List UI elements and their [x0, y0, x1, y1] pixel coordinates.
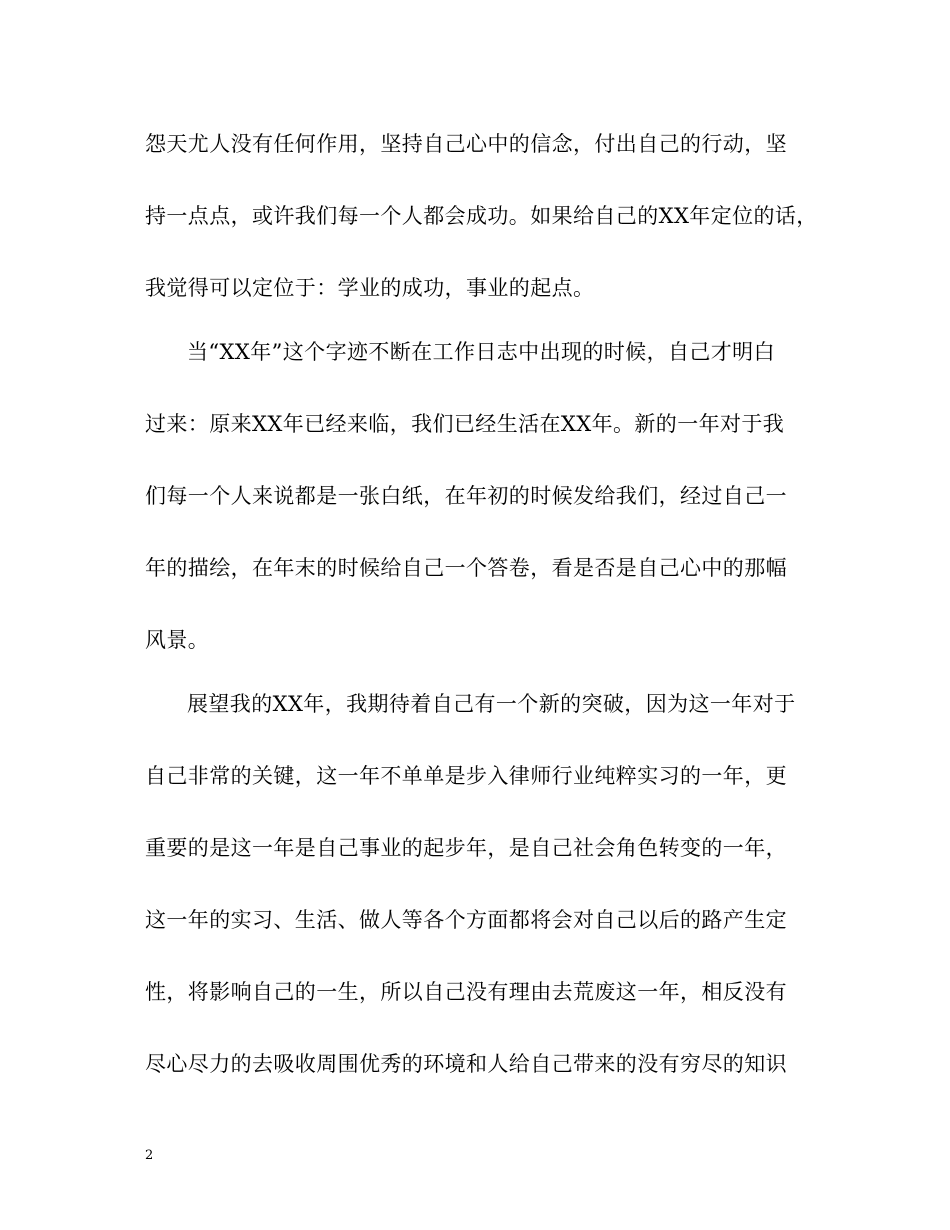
- text-line: 这一年的实习、生活、做人等各个方面都将会对自己以后的路产生定: [145, 908, 787, 932]
- paragraph-first-line: 当“XX年”这个字迹不断在工作日志中出现的时候，自己才明白: [187, 340, 775, 364]
- text-line: 年的描绘，在年末的时候给自己一个答卷，看是否是自己心中的那幅: [145, 556, 787, 580]
- text-line: 我觉得可以定位于：学业的成功，事业的起点。: [145, 276, 595, 300]
- text-line: 怨天尤人没有任何作用，坚持自己心中的信念，付出自己的行动，坚: [145, 132, 787, 156]
- text-line: 们每一个人来说都是一张白纸，在年初的时候发给我们，经过自己一: [145, 484, 787, 508]
- page-number: 2: [145, 1148, 154, 1163]
- text-line: 自己非常的关键，这一年不单单是步入律师行业纯粹实习的一年，更: [145, 764, 787, 788]
- text-line: 风景。: [145, 628, 210, 652]
- text-line: 过来：原来XX年已经来临，我们已经生活在XX年。新的一年对于我: [145, 412, 785, 436]
- text-line: 尽心尽力的去吸收周围优秀的环境和人给自己带来的没有穷尽的知识: [145, 1052, 787, 1076]
- paragraph-first-line: 展望我的XX年，我期待着自己有一个新的突破，因为这一年对于: [187, 692, 796, 716]
- text-line: 持一点点，或许我们每一个人都会成功。如果给自己的XX年定位的话，: [145, 204, 818, 228]
- text-line: 性，将影响自己的一生，所以自己没有理由去荒废这一年，相反没有: [145, 980, 787, 1004]
- text-line: 重要的是这一年是自己事业的起步年，是自己社会角色转变的一年，: [145, 836, 787, 860]
